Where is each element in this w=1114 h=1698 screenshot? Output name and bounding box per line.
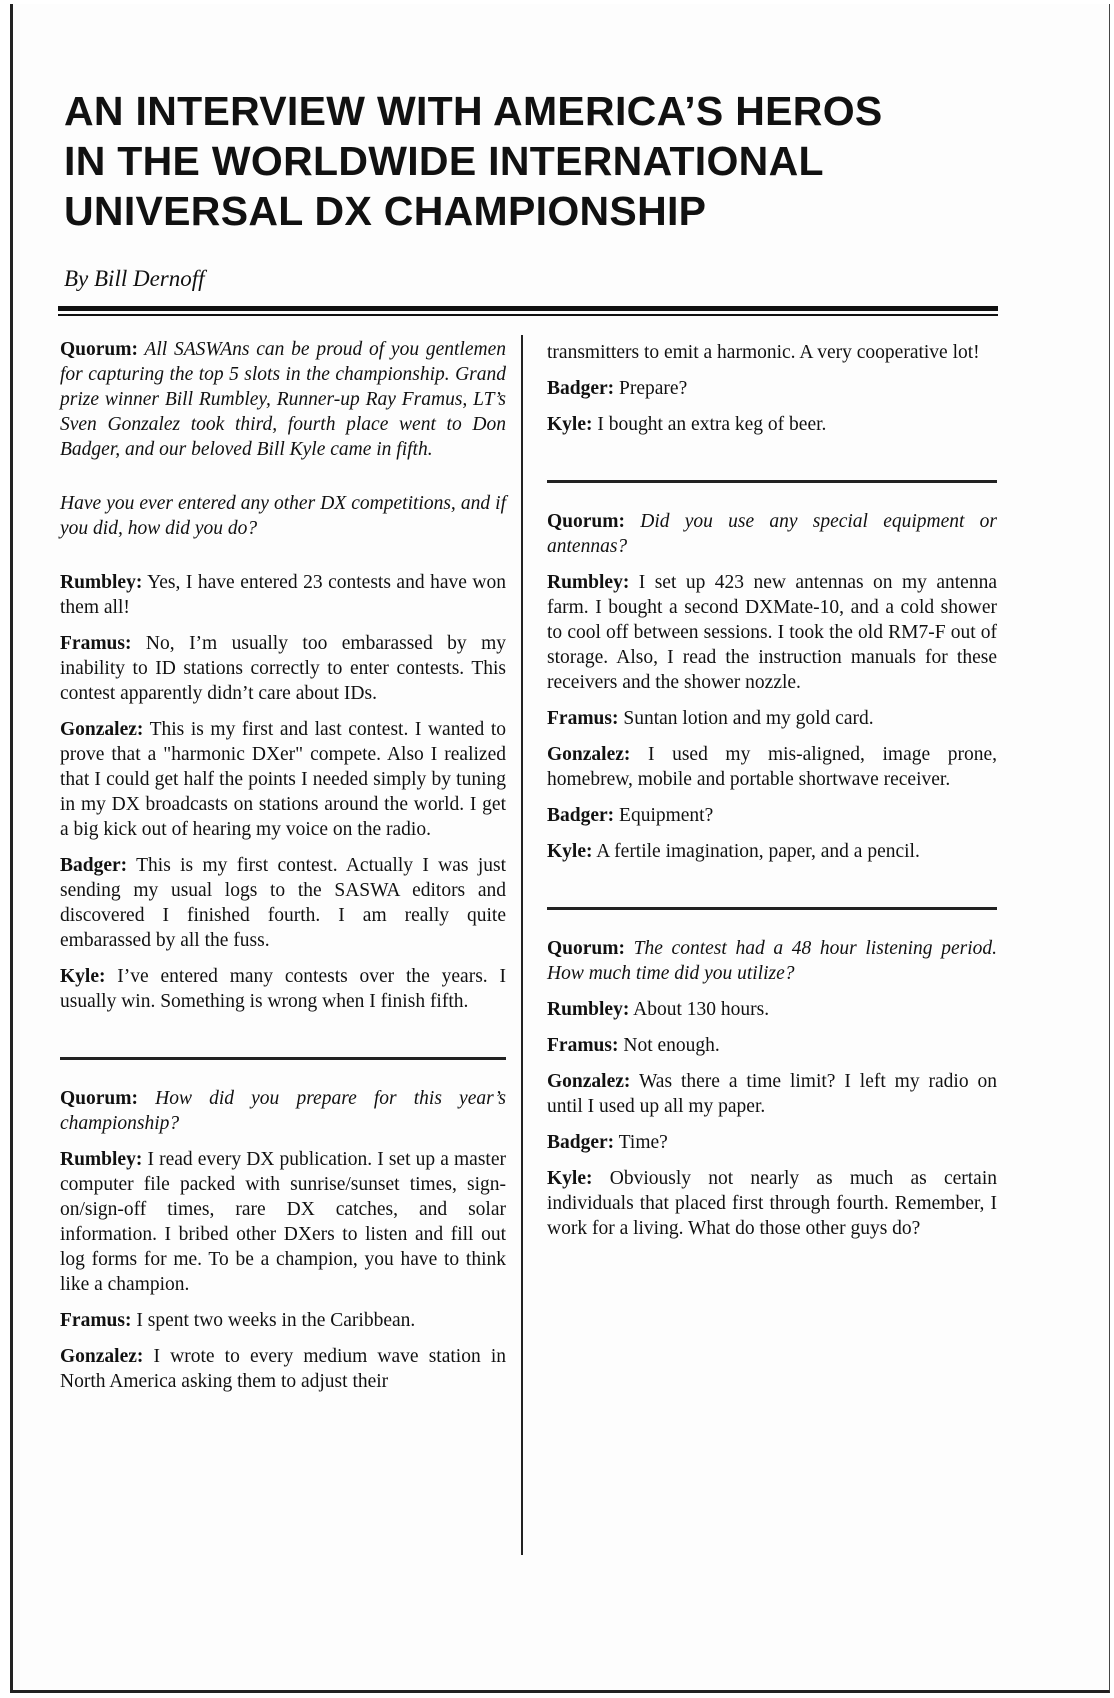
- speaker-label: Badger:: [547, 1132, 615, 1153]
- speaker-label: Quorum:: [60, 339, 138, 360]
- paragraph-text: I bought an extra keg of beer.: [592, 414, 827, 435]
- paragraph: [60, 631, 506, 706]
- paragraph-text: Not enough.: [618, 1035, 720, 1056]
- paragraph-text: I used my mis-aligned, image prone, homebrew, mobile and portable shortwave receiver.: [547, 744, 997, 790]
- right-column: [547, 340, 997, 1252]
- section-divider: [547, 480, 997, 483]
- paragraph: [60, 1344, 506, 1394]
- speaker-label: Framus:: [547, 708, 619, 729]
- speaker-label: Kyle:: [547, 1168, 593, 1189]
- speaker-label: Rumbley:: [547, 572, 630, 593]
- speaker-label: Kyle:: [547, 414, 593, 435]
- paragraph: [547, 803, 997, 828]
- paragraph-text: All SASWAns can be proud of you gentlemen for capturing the top 5 slots in the championship. Grand prize winner Bill Rumbley, Runner-up Ray Framus, LT’s Sven Gonzalez took third, fourth place went to Don Badger, and our beloved Bill Kyle came in fifth.: [60, 339, 506, 460]
- paragraph: [547, 376, 997, 401]
- section-divider: [60, 1057, 506, 1060]
- title-line: UNIVERSAL DX CHAMPIONSHIP: [64, 188, 707, 234]
- paragraph-text: This is my first and last contest. I wanted to prove that a "harmonic DXer" compete. Also I realized that I could get half the points I needed simply by tuning in my DX broadcasts on stations around the world. I get a big kick out of hearing my voice on the radio.: [60, 719, 506, 840]
- speaker-label: Framus:: [60, 633, 132, 654]
- paragraph: [547, 742, 997, 792]
- speaker-label: Rumbley:: [60, 1149, 143, 1170]
- paragraph: [547, 412, 997, 437]
- paragraph: [60, 964, 506, 1014]
- left-column: [60, 337, 506, 1405]
- paragraph-text: Did you use any special equipment or antennas?: [547, 511, 997, 557]
- paragraph: [547, 1033, 997, 1058]
- paragraph-text: The contest had a 48 hour listening period. How much time did you utilize?: [547, 938, 997, 984]
- paragraph-text: I’ve entered many contests over the years. I usually win. Something is wrong when I finish fifth.: [60, 966, 506, 1012]
- paragraph: [547, 706, 997, 731]
- column-divider: [521, 335, 523, 1555]
- speaker-label: Kyle:: [547, 841, 593, 862]
- paragraph: [60, 570, 506, 620]
- title-line: AN INTERVIEW WITH AMERICA’S HEROS: [64, 88, 883, 134]
- paragraph: [547, 340, 997, 365]
- speaker-label: Badger:: [60, 855, 128, 876]
- paragraph-text: Equipment?: [614, 805, 714, 826]
- header-rule-thin: [58, 314, 998, 316]
- paragraph-text: transmitters to emit a harmonic. A very cooperative lot!: [547, 342, 980, 363]
- speaker-label: Rumbley:: [60, 572, 143, 593]
- paragraph: [547, 936, 997, 986]
- speaker-label: Gonzalez:: [60, 1346, 144, 1367]
- paragraph: [547, 839, 997, 864]
- speaker-label: Quorum:: [547, 938, 625, 959]
- section-divider: [547, 907, 997, 910]
- paragraph: [547, 1130, 997, 1155]
- paragraph-text: Have you ever entered any other DX competitions, and if you did, how did you do?: [60, 493, 506, 539]
- paragraph-text: A fertile imagination, paper, and a pencil.: [592, 841, 920, 862]
- speaker-label: Quorum:: [60, 1088, 138, 1109]
- speaker-label: Quorum:: [547, 511, 625, 532]
- byline: By Bill Dernoff: [64, 266, 205, 291]
- paragraph-text: I wrote to every medium wave station in North America asking them to adjust their: [60, 1346, 506, 1392]
- paragraph-text: No, I’m usually too embarassed by my inability to ID stations correctly to enter contests. This contest apparently didn’t care about IDs.: [60, 633, 506, 704]
- paragraph-text: Obviously not nearly as much as certain individuals that placed first through fourth. Remember, I work for a living. What do those other guys do?: [547, 1168, 997, 1239]
- paragraph-text: About 130 hours.: [629, 999, 770, 1020]
- speaker-label: Framus:: [60, 1310, 132, 1331]
- paragraph: [547, 570, 997, 695]
- paragraph: [547, 1069, 997, 1119]
- paragraph: [60, 1147, 506, 1297]
- paragraph: [60, 491, 506, 541]
- paragraph-text: Was there a time limit? I left my radio on until I used up all my paper.: [547, 1071, 997, 1117]
- paragraph-text: Time?: [614, 1132, 668, 1153]
- paragraph: [60, 853, 506, 953]
- speaker-label: Gonzalez:: [547, 744, 631, 765]
- speaker-label: Framus:: [547, 1035, 619, 1056]
- paragraph: [60, 337, 506, 462]
- paragraph-text: How did you prepare for this year’s championship?: [60, 1088, 506, 1134]
- paragraph: [60, 1308, 506, 1333]
- paragraph-text: Yes, I have entered 23 contests and have won them all!: [60, 572, 506, 618]
- header-rule: [58, 306, 998, 311]
- paragraph-text: I spent two weeks in the Caribbean.: [131, 1310, 416, 1331]
- paragraph-text: Prepare?: [614, 378, 688, 399]
- paragraph: [547, 509, 997, 559]
- paragraph: [547, 1166, 997, 1241]
- paragraph-text: I read every DX publication. I set up a master computer file packed with sunrise/sunset times, sign- on/sign-off times, rare DX catches, and solar information. I bribed other DXers to listen and fill out log forms for me. To be a champion, you have to think like a champion.: [60, 1149, 506, 1295]
- speaker-label: Gonzalez:: [547, 1071, 631, 1092]
- speaker-label: Rumbley:: [547, 999, 630, 1020]
- paragraph: [60, 717, 506, 842]
- paragraph: [60, 1086, 506, 1136]
- paragraph-text: I set up 423 new antennas on my antenna farm. I bought a second DXMate-10, and a cold shower to cool off between sessions. I took the old RM7-F out of storage. Also, I read the instruction manuals for these receivers and the shower nozzle.: [547, 572, 997, 693]
- paragraph-text: Suntan lotion and my gold card.: [618, 708, 874, 729]
- paragraph-text: This is my first contest. Actually I was just sending my usual logs to the SASWA editors and discovered I finished fourth. I am really quite embarassed by all the fuss.: [60, 855, 506, 951]
- speaker-label: Gonzalez:: [60, 719, 144, 740]
- article-title: [64, 86, 964, 236]
- speaker-label: Badger:: [547, 378, 615, 399]
- speaker-label: Badger:: [547, 805, 615, 826]
- title-line: IN THE WORLDWIDE INTERNATIONAL: [64, 138, 824, 184]
- paragraph: [547, 997, 997, 1022]
- speaker-label: Kyle:: [60, 966, 106, 987]
